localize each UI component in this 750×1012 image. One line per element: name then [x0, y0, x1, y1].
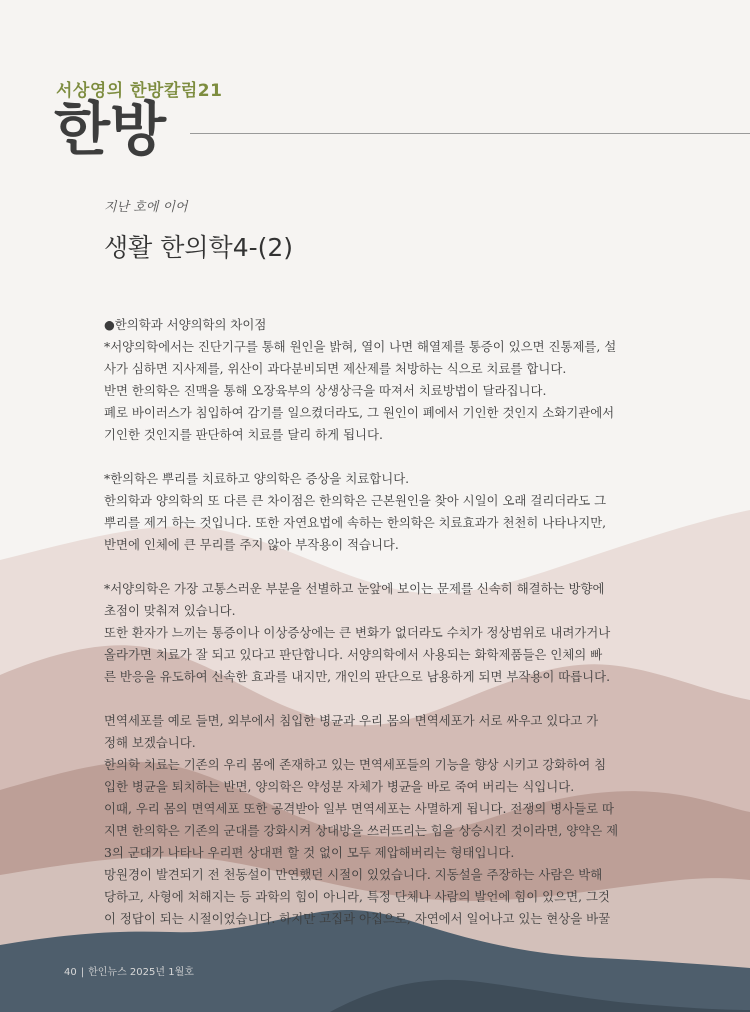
- body-line: 사가 심하면 지사제를, 위산이 과다분비되면 제산제를 처방하는 식으로 치료를 합니다.: [104, 361, 567, 376]
- page-title: 한방: [54, 95, 167, 163]
- footer-separator: |: [80, 967, 85, 978]
- body-line: 면역세포를 예로 들면, 외부에서 침입한 병균과 우리 몸의 면역세포가 서로 싸우고 있다고 가: [104, 713, 599, 728]
- body-line: *서양의학은 가장 고통스러운 부분을 선별하고 눈앞에 보이는 문제를 신속히 해결하는 방향에: [104, 581, 605, 596]
- body-line: 초점이 맞춰져 있습니다.: [104, 603, 236, 618]
- continued-note: 지난 호에 이어: [104, 200, 188, 215]
- page-number: 40: [64, 967, 77, 978]
- body-line: 반면 한의학은 진맥을 통해 오장육부의 상생상극을 따져서 치료방법이 달라집니다.: [104, 383, 547, 398]
- body-line: 른 반응을 유도하여 신속한 효과를 내지만, 개인의 판단으로 남용하게 되면 부작용이 따릅니다.: [104, 669, 611, 684]
- paragraph-gap: [104, 688, 664, 710]
- body-line: 정해 보겠습니다.: [104, 735, 196, 750]
- page-footer: [64, 963, 194, 978]
- body-line: 입한 병균을 퇴치하는 반면, 양의학은 약성분 자체가 병균을 바로 죽여 버리는 식입니다.: [104, 779, 575, 794]
- title-divider: [190, 133, 750, 134]
- body-line: 망원경이 발견되기 전 천동설이 만연했던 시절이 있었습니다. 지동설을 주장하는 사람은 박해: [104, 867, 603, 882]
- article-subtitle: 생활 한의학4-(2): [104, 233, 294, 262]
- body-line: 한의학과 양의학의 또 다른 큰 차이점은 한의학은 근본원인을 찾아 시일이 오래 걸리더라도 그: [104, 493, 607, 508]
- body-line: 3의 군대가 나타나 우리편 상대편 할 것 없이 모두 제압해버리는 형태입니다.: [104, 845, 515, 860]
- body-line: 또한 환자가 느끼는 통증이나 이상증상에는 큰 변화가 없더라도 수치가 정상범위로 내려가거나: [104, 625, 611, 640]
- article-body: [104, 314, 664, 930]
- body-line: 이때, 우리 몸의 면역세포 또한 공격받아 일부 면역세포는 사멸하게 됩니다. 전쟁의 병사들로 따: [104, 801, 614, 816]
- body-line: 지면 한의학은 기존의 군대를 강화시켜 상대방을 쓰러뜨리는 힘을 상승시킨 것이라면, 양약은 제: [104, 823, 619, 838]
- body-line: 올라가면 치료가 잘 되고 있다고 판단합니다. 서양의학에서 사용되는 화학제품들은 인체의 빠: [104, 647, 603, 662]
- paragraph-gap: [104, 446, 664, 468]
- body-line: 당하고, 사형에 처해지는 등 과학의 힘이 아니라, 특정 단체나 사람의 발언에 힘이 있으면, 그것: [104, 889, 610, 904]
- body-line: 폐로 바이러스가 침입하여 감기를 일으켰더라도, 그 원인이 폐에서 기인한 것인지 소화기관에서: [104, 405, 615, 420]
- paragraph-gap: [104, 556, 664, 578]
- column-series-label: 서상영의 한방칼럼21: [56, 81, 223, 101]
- body-line: 반면에 인체에 큰 무리를 주지 않아 부작용이 적습니다.: [104, 537, 399, 552]
- body-line: 한의학 치료는 기존의 우리 몸에 존재하고 있는 면역세포들의 기능을 향상 시키고 강화하여 침: [104, 757, 607, 772]
- body-line: *한의학은 뿌리를 치료하고 양의학은 증상을 치료합니다.: [104, 471, 410, 486]
- body-line: *서양의학에서는 진단기구를 통해 원인을 밝혀, 열이 나면 해열제를 통증이 있으면 진통제를, 설: [104, 339, 617, 354]
- publication-name: 한인뉴스 2025년 1월호: [88, 967, 194, 978]
- body-line: 이 정답이 되는 시절이었습니다. 하지만 고집과 아집으로, 자연에서 일어나고 있는 현상을 바꿀: [104, 911, 611, 926]
- body-line: 기인한 것인지를 판단하여 치료를 달리 하게 됩니다.: [104, 427, 383, 442]
- body-line: 뿌리를 제거 하는 것입니다. 또한 자연요법에 속하는 한의학은 치료효과가 천천히 나타나지만,: [104, 515, 607, 530]
- body-line: ●한의학과 서양의학의 차이점: [104, 317, 267, 332]
